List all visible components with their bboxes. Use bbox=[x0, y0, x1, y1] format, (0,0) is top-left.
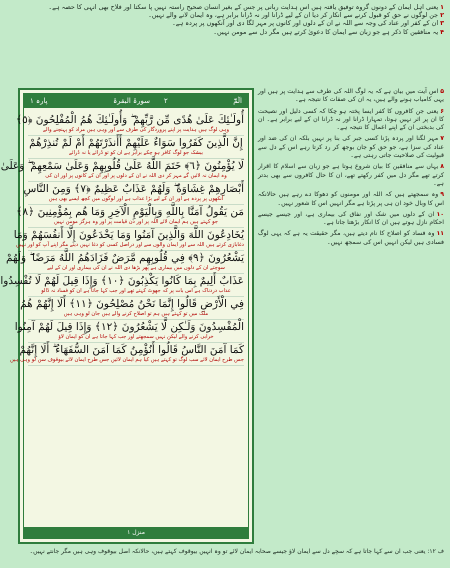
translation-line: وہی لوگ ہیں ہدایت پر اپنے پروردگار کی طرف سے اور وہی ہیں مراد کو پہنچنے والے bbox=[28, 127, 244, 136]
side-commentary bbox=[258, 88, 444, 544]
note-number: ۸ bbox=[440, 163, 444, 171]
quran-text-frame bbox=[0, 88, 254, 544]
arabic-line: أَبْصَارِهِمْ غِشَاوَةٌ ۖ وَلَهُمْ عَذَابٌ عَظِيمٌ ﴿٧﴾ وَمِنَ النَّاسِ bbox=[23, 183, 244, 195]
translation-line: وہ ایمان نہ لائیں گے مہر کر دی اللہ نے ان کے دلوں پر اور ان کے کانوں پر اور ان کی bbox=[28, 173, 244, 182]
note-text: ان کے کفر اور عناد کی وجہ سے اللہ نے ان کے دلوں اور کانوں پر مہر لگا دی اور آنکھوں پر پردہ ہے۔ bbox=[172, 19, 439, 28]
header-surah: سورۃ البقرۃ bbox=[113, 97, 150, 105]
bottom-commentary: ف ۱۲: یعنی جب ان سے کہا جاتا ہے کہ سچے دل سے ایمان لاؤ جیسے صحابہ ایمان لائے تو وہ انہیں بیوقوف کہتے ہیں، حالانکہ اصل بیوقوف وہی ہیں مگر جانتے نہیں۔ bbox=[29, 548, 444, 555]
note-number: ۳ bbox=[440, 19, 444, 28]
note-text: یعنی جن کافروں کا کفر ایسا پختہ ہو چکا کہ کسی دلیل اور نصیحت کا ان پر اثر نہیں ہوتا، تمہارا ڈرانا اور نہ ڈرانا ان کے لیے برابر ہے۔ ان کی بدبختی ان کے اپنے اعمال کا نتیجہ ہے۔ bbox=[258, 107, 444, 132]
arabic-line: الْمُفْسِدُونَ وَلَـٰكِن لَّا يَشْعُرُونَ ﴿١٢﴾ وَإِذَا قِيلَ لَهُمْ آمِنُوا bbox=[14, 321, 244, 333]
note-text: وہ سمجھتے ہیں کہ اللہ اور مومنوں کو دھوکا دے رہے ہیں حالانکہ اس کا وبال خود ان ہی پر پڑتا ہے مگر انہیں اس کا شعور نہیں۔ bbox=[258, 191, 444, 207]
side-note bbox=[258, 88, 444, 105]
top-note bbox=[6, 3, 444, 11]
arabic-line: لَا يُؤْمِنُونَ ﴿٦﴾ خَتَمَ اللَّهُ عَلَىٰ قُلُوبِهِمْ وَعَلَىٰ سَمْعِهِمْ ۖ وَعَلَىٰ bbox=[0, 160, 244, 172]
side-note bbox=[258, 163, 444, 188]
frame-footer: منزل ۱ bbox=[24, 527, 248, 538]
arabic-line: يُخَادِعُونَ اللَّهَ وَالَّذِينَ آمَنُوا وَمَا يَخْدَعُونَ إِلَّا أَنفُسَهُمْ وَمَا bbox=[13, 229, 244, 241]
arabic-line: كَمَا آمَنَ النَّاسُ قَالُوا أَنُؤْمِنُ كَمَا آمَنَ السُّفَهَاءُ ۗ أَلَا إِنَّهُمْ bbox=[19, 344, 244, 356]
note-number: ۲ bbox=[440, 11, 444, 20]
note-text: مہر لگنا اور پردہ پڑنا کسی جبر کی بنا پر نہیں بلکہ ان کی ضد اور عناد کی سزا ہے، جو حق کو جان بوجھ کر رد کرتا رہے اس کے دل سے قبولیت کی صلاحیت جاتی رہتی ہے۔ bbox=[258, 135, 444, 160]
arabic-line: فِي الْأَرْضِ قَالُوا إِنَّمَا نَحْنُ مُصْلِحُونَ ﴿١١﴾ أَلَا إِنَّهُمْ هُمُ bbox=[20, 298, 244, 310]
translation-line: بیشک جو لوگ کافر ہو چکے برابر ہے ان کو تو ڈرائے یا نہ ڈرائے bbox=[28, 150, 244, 159]
arabic-line: يَشْعُرُونَ ﴿٩﴾ فِي قُلُوبِهِم مَّرَضٌ فَزَادَهُمُ اللَّهُ مَرَضًا ۖ وَلَهُمْ bbox=[5, 252, 244, 264]
translation-line: سوچتے ان کے دلوں میں بیماری ہے پھر بڑھا دی اللہ نے ان کی بیماری اور ان کے لیے bbox=[28, 265, 244, 274]
header-para: پارہ ۱ bbox=[30, 97, 48, 105]
header-number: ۲ bbox=[163, 97, 168, 105]
frame-header bbox=[24, 94, 248, 108]
verse-lines bbox=[0, 114, 244, 524]
note-text: وہ فساد کو اصلاح کا نام دیتے ہیں، مگر حقیقت یہ ہے کہ یہی لوگ فسادی ہیں لیکن انہیں اس کی سمجھ نہیں۔ bbox=[258, 230, 444, 246]
note-number: ۶ bbox=[440, 107, 444, 115]
note-number: ۴ bbox=[440, 27, 444, 36]
side-note bbox=[258, 211, 444, 228]
translation-line: ملک میں تو کہتے ہیں ہم تو اصلاح کرنے والے ہیں جان لو وہی ہیں bbox=[28, 311, 244, 320]
note-number: ۷ bbox=[440, 135, 444, 143]
note-number: ۱۰ bbox=[436, 210, 444, 218]
note-number: ۵ bbox=[440, 88, 444, 95]
note-number: ۱ bbox=[440, 3, 444, 11]
note-text: جن لوگوں نے حق کو قبول کرنے سے انکار کر دیا ان کے لیے ڈرانا اور نہ ڈرانا برابر ہے، وہ ایمان لانے والے نہیں۔ bbox=[148, 11, 439, 20]
top-note bbox=[6, 28, 444, 36]
translation-line: عذاب دردناک ہے اس بات پر کہ جھوٹ کہتے تھے اور جب کہا جاتا ہے ان کو فساد نہ ڈالو bbox=[28, 288, 244, 297]
side-note bbox=[258, 135, 444, 160]
top-commentary bbox=[6, 3, 444, 85]
translation-line: آنکھوں پر پردہ ہے اور ان کے لیے بڑا عذاب ہے اور لوگوں میں کچھ ایسے بھی ہیں bbox=[28, 196, 244, 205]
arabic-line: عَذَابٌ أَلِيمٌ بِمَا كَانُوا يَكْذِبُونَ ﴿١٠﴾ وَإِذَا قِيلَ لَهُمْ لَا تُفْسِدُوا bbox=[0, 275, 244, 287]
note-text: یہ منافقین کا ذکر ہے جو زبان سے ایمان کا دعویٰ کرتے ہیں مگر دل سے مومن نہیں۔ bbox=[213, 27, 439, 36]
note-text: اس آیت میں بیان ہے کہ یہ لوگ اللہ کی طرف سے ہدایت پر ہیں اور یہی کامیاب ہونے والے ہیں، یہ ان کی صفات کا نتیجہ ہے۔ bbox=[258, 88, 444, 104]
translation-line: دغابازی کرتے ہیں اللہ سے اور ایمان والوں سے اور دراصل کسی کو دغا نہیں دیتے مگر اپنے آپ کو اور نہیں bbox=[28, 242, 244, 251]
translation-line: جس طرح ایمان لائے سب لوگ تو کہتے ہیں کیا ہم ایمان لائیں جس طرح ایمان لائے بیوقوف سن لو وہی ہیں bbox=[28, 357, 244, 366]
arabic-line: إِنَّ الَّذِينَ كَفَرُوا سَوَاءٌ عَلَيْهِمْ أَأَنذَرْتَهُمْ أَمْ لَمْ تُنذِرْهُمْ bbox=[29, 137, 243, 149]
arabic-line: مَن يَقُولُ آمَنَّا بِاللَّهِ وَبِالْيَوْمِ الْآخِرِ وَمَا هُم بِمُؤْمِنِينَ ﴿٨﴾ bbox=[16, 206, 244, 218]
side-note bbox=[258, 108, 444, 133]
translation-line: جو کہتے ہیں ہم ایمان لائے اللہ پر اور دن قیامت پر اور وہ ہرگز مومن نہیں bbox=[28, 219, 244, 228]
note-text: ان کے دلوں میں شک اور نفاق کی بیماری ہے، اور جیسے جیسے احکام نازل ہوتے ہیں ان کا انکار بڑھتا جاتا ہے۔ bbox=[258, 210, 444, 227]
note-text: یہاں سے منافقین کا بیان شروع ہوتا ہے جو زبان سے اسلام کا اقرار کرتے تھے مگر دل میں کفر رکھتے تھے، ان کا حال کافروں سے بھی بدتر ہے۔ bbox=[258, 163, 444, 187]
note-number: ۹ bbox=[440, 191, 444, 199]
note-number: ۱۱ bbox=[436, 230, 444, 238]
header-title: الٓمّٓ bbox=[233, 97, 242, 105]
note-text: یعنی اہل ایمان کے دونوں گروہ توفیق یافتہ ہیں اس ہدایت ربانی پر جس کے بغیر انسان صحیح راستہ نہیں پا سکتا اور فلاح بھی انہی کا حصہ ہے۔ bbox=[48, 3, 439, 11]
arabic-line: أُولَـٰئِكَ عَلَىٰ هُدًى مِّن رَّبِّهِمْ ۖ وَأُولَـٰئِكَ هُمُ الْمُفْلِحُونَ ﴿٥﴾ bbox=[15, 114, 244, 126]
side-note bbox=[258, 191, 444, 208]
top-note bbox=[6, 19, 444, 27]
translation-line: خرابی کرنے والے لیکن نہیں سمجھتے اور جب کہا جاتا ہے ان کو ایمان لاؤ bbox=[28, 334, 244, 343]
side-note bbox=[258, 230, 444, 247]
